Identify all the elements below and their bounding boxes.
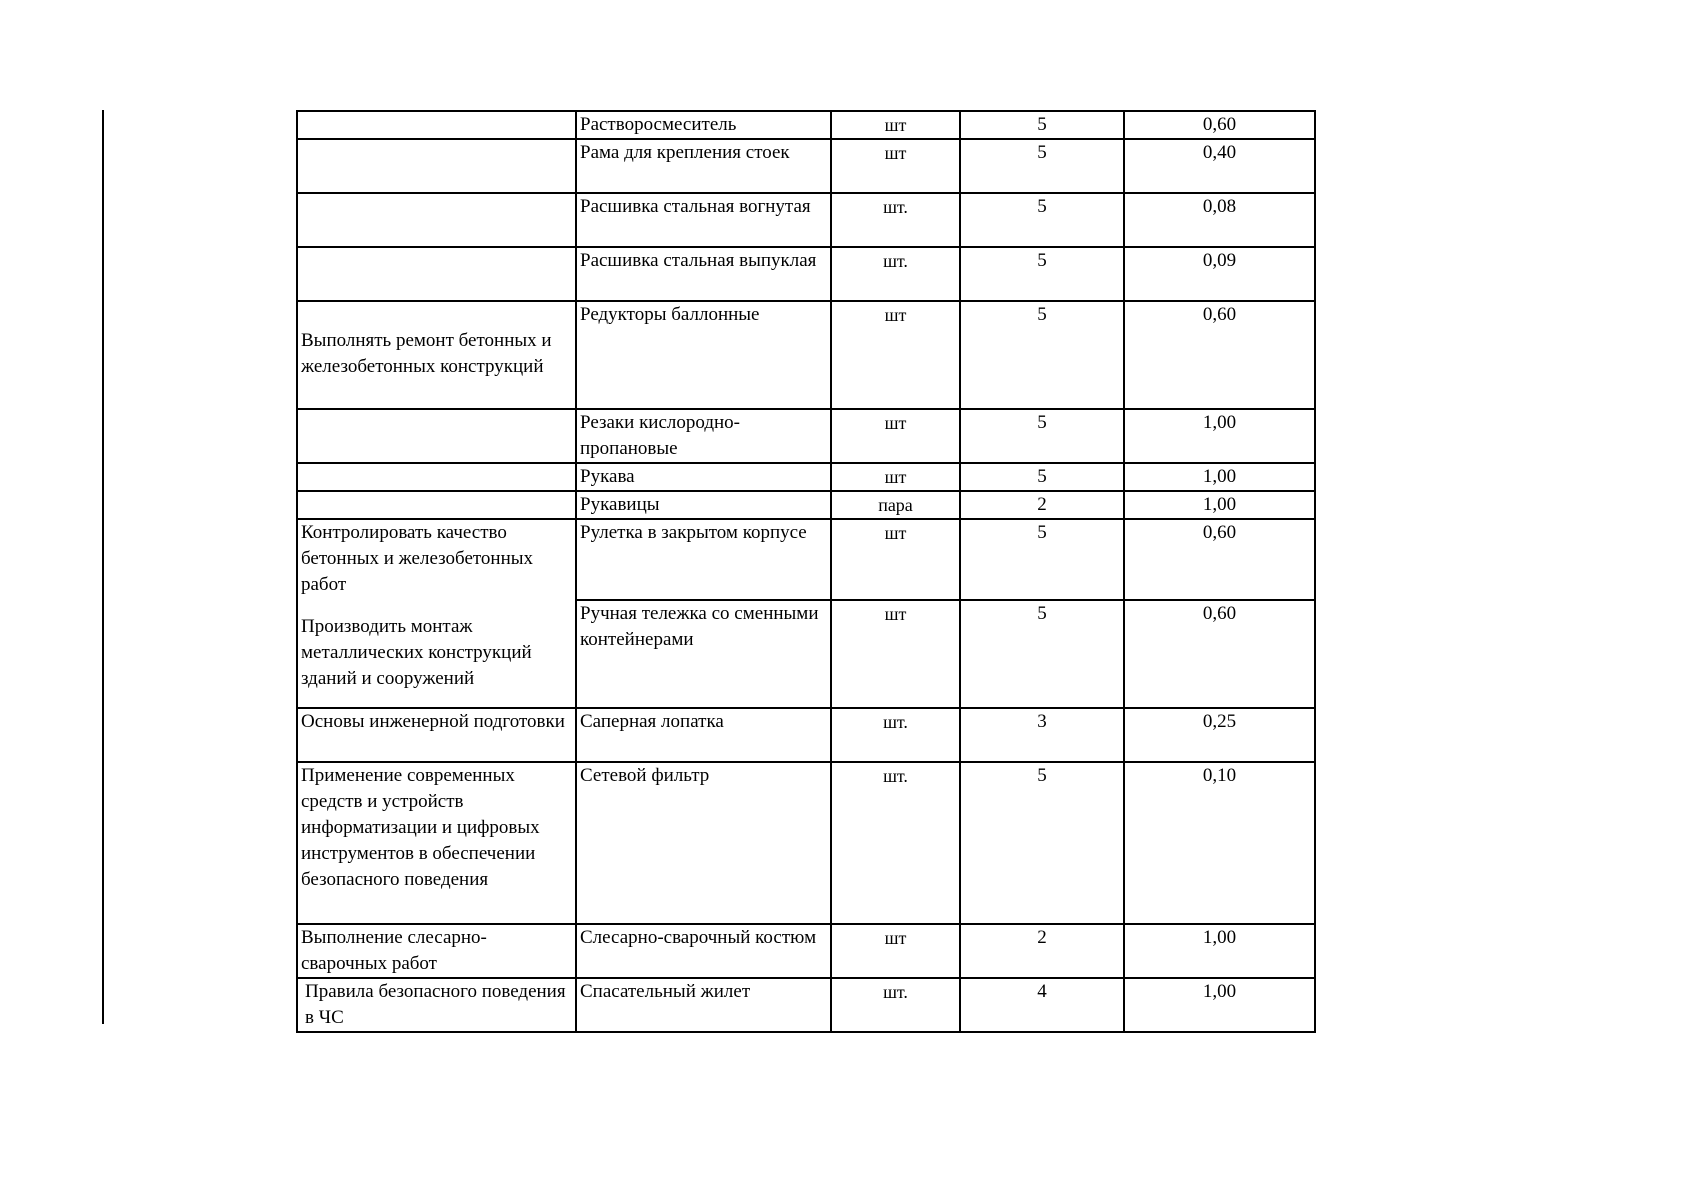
table-row: [297, 111, 1315, 139]
unit-cell: шт.: [831, 978, 960, 1032]
quantity-cell: 5: [960, 600, 1124, 708]
section-cell: [297, 463, 576, 491]
section-cell: [297, 193, 576, 247]
coefficient-cell: 0,09: [1124, 247, 1315, 301]
quantity-cell: 5: [960, 463, 1124, 491]
section-cell: Основы инженерной подготовки: [297, 708, 576, 762]
section-cell: [297, 409, 576, 463]
section-cell: Применение современных средств и устройств информатизации и цифровых инструментов в обеспечении безопасного поведения: [297, 762, 576, 924]
item-name-cell: Саперная лопатка: [576, 708, 831, 762]
coefficient-cell: 0,40: [1124, 139, 1315, 193]
unit-cell: пара: [831, 491, 960, 519]
section-cell: [297, 519, 576, 708]
unit-cell: шт: [831, 463, 960, 491]
item-name-cell: Редукторы баллонные: [576, 301, 831, 409]
quantity-cell: 2: [960, 924, 1124, 978]
section-text: Правила безопасного поведения в ЧС: [305, 981, 566, 1028]
unit-cell: шт: [831, 600, 960, 708]
section-cell: [297, 978, 576, 1032]
quantity-cell: 5: [960, 301, 1124, 409]
table-row: [297, 193, 1315, 247]
item-name-cell: Расшивка стальная вогнутая: [576, 193, 831, 247]
table-row: [297, 409, 1315, 463]
section-cell: [297, 111, 576, 139]
quantity-cell: 5: [960, 519, 1124, 600]
table-row: [297, 978, 1315, 1032]
margin-line: [102, 110, 104, 1024]
coefficient-cell: 1,00: [1124, 924, 1315, 978]
item-name-cell: Рама для крепления стоек: [576, 139, 831, 193]
item-name-cell: Рукава: [576, 463, 831, 491]
section-text: Производить монтаж металлических конструкций зданий и сооружений: [301, 616, 532, 689]
equipment-table: [296, 110, 1316, 1033]
table-row: [297, 491, 1315, 519]
section-text: Контролировать качество бетонных и железобетонных работ: [301, 522, 534, 595]
coefficient-cell: 0,60: [1124, 519, 1315, 600]
unit-cell: шт: [831, 924, 960, 978]
section-text: Выполнять ремонт бетонных и железобетонных конструкций: [301, 330, 552, 377]
unit-cell: шт.: [831, 762, 960, 924]
section-cell: Выполнение слесарно-сварочных работ: [297, 924, 576, 978]
quantity-cell: 5: [960, 762, 1124, 924]
quantity-cell: 5: [960, 247, 1124, 301]
table-row: [297, 139, 1315, 193]
item-name-cell: Рулетка в закрытом корпусе: [576, 519, 831, 600]
table-row: [297, 924, 1315, 978]
unit-cell: шт.: [831, 193, 960, 247]
quantity-cell: 5: [960, 409, 1124, 463]
item-name-cell: Спасательный жилет: [576, 978, 831, 1032]
unit-cell: шт: [831, 519, 960, 600]
table-row: [297, 463, 1315, 491]
section-cell: [297, 301, 576, 409]
coefficient-cell: 0,08: [1124, 193, 1315, 247]
item-name-cell: Сетевой фильтр: [576, 762, 831, 924]
item-name-cell: Расшивка стальная выпуклая: [576, 247, 831, 301]
table-row: [297, 247, 1315, 301]
unit-cell: шт: [831, 409, 960, 463]
unit-cell: шт: [831, 139, 960, 193]
quantity-cell: 3: [960, 708, 1124, 762]
unit-cell: шт.: [831, 708, 960, 762]
table-row: [297, 762, 1315, 924]
unit-cell: шт.: [831, 247, 960, 301]
section-cell: [297, 247, 576, 301]
unit-cell: шт: [831, 301, 960, 409]
coefficient-cell: 0,60: [1124, 600, 1315, 708]
quantity-cell: 5: [960, 139, 1124, 193]
unit-cell: шт: [831, 111, 960, 139]
quantity-cell: 4: [960, 978, 1124, 1032]
coefficient-cell: 0,60: [1124, 301, 1315, 409]
coefficient-cell: 1,00: [1124, 409, 1315, 463]
item-name-cell: Слесарно-сварочный костюм: [576, 924, 831, 978]
coefficient-cell: 1,00: [1124, 463, 1315, 491]
section-cell: [297, 491, 576, 519]
section-cell: [297, 139, 576, 193]
coefficient-cell: 0,10: [1124, 762, 1315, 924]
coefficient-cell: 0,25: [1124, 708, 1315, 762]
table-row: [297, 708, 1315, 762]
table-row: [297, 301, 1315, 409]
table-row: [297, 519, 1315, 600]
coefficient-cell: 0,60: [1124, 111, 1315, 139]
quantity-cell: 2: [960, 491, 1124, 519]
quantity-cell: 5: [960, 111, 1124, 139]
item-name-cell: Ручная тележка со сменными контейнерами: [576, 600, 831, 708]
coefficient-cell: 1,00: [1124, 978, 1315, 1032]
item-name-cell: Растворосмеситель: [576, 111, 831, 139]
item-name-cell: Резаки кислородно-пропановые: [576, 409, 831, 463]
item-name-cell: Рукавицы: [576, 491, 831, 519]
coefficient-cell: 1,00: [1124, 491, 1315, 519]
quantity-cell: 5: [960, 193, 1124, 247]
